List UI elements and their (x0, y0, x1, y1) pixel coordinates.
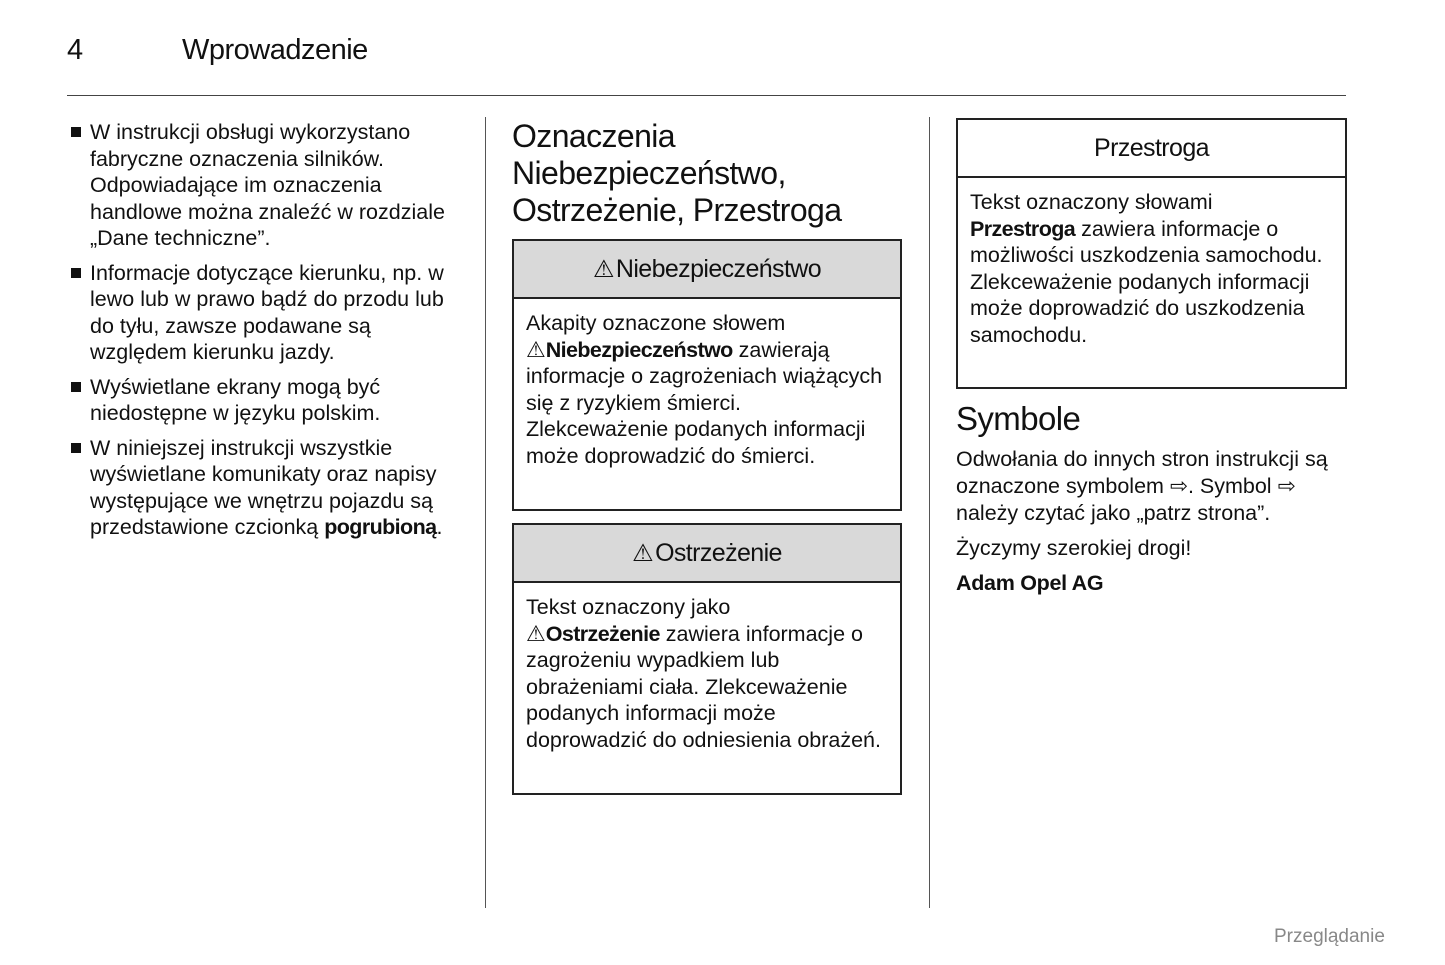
warning-triangle-icon: ⚠ (632, 539, 654, 567)
bullet-square-icon (71, 443, 81, 453)
danger-box-body (514, 299, 900, 477)
column-divider-left (485, 117, 486, 908)
symbols-title: Symbole (956, 400, 1081, 437)
caution-box-header (958, 120, 1345, 178)
list-item-text: W instrukcji obsługi wykorzystano fabryczne oznaczenia silników. Odpowiadające im oznaczenia handlowe można znaleźć w rozdziale „Dane techniczne”. (90, 120, 445, 250)
bold-term: Niebezpieczeństwo (545, 337, 733, 362)
caution-text: Tekst oznaczony słowami (970, 190, 1213, 214)
company-name: Adam Opel AG (956, 571, 1104, 595)
danger-box (512, 239, 902, 511)
caution-text-end: zawiera informacje o możliwości uszkodzenia samochodu. Zlekceważenie podanych informacji może doprowadzić do uszkodzenia samochodu. (970, 216, 1323, 347)
symbols-paragraph (956, 446, 1351, 527)
danger-text: Akapity oznaczone słowem (526, 311, 786, 335)
list-item (70, 119, 470, 252)
bullet-list (70, 119, 470, 549)
column-divider-right (929, 117, 930, 908)
bold-term: Ostrzeżenie (545, 621, 660, 646)
symbols-text-part3: należy czytać jako „patrz strona”. (956, 501, 1271, 525)
danger-box-header (514, 241, 900, 299)
list-item-text-end: . (436, 515, 443, 539)
list-item (70, 435, 470, 541)
caution-box (956, 118, 1347, 389)
danger-text-end: zawierają informacje o zagrożeniach wiążących się z ryzykiem śmierci. Zlekceważenie podanych informacji może doprowadzić do śmierci. (526, 337, 883, 468)
section-title: Oznaczenia Niebezpieczeństwo, Ostrzeżenie, Przestroga (512, 118, 842, 228)
header-divider (67, 95, 1346, 96)
browse-link[interactable]: Przeglądanie (1274, 926, 1385, 947)
list-item (70, 260, 470, 366)
bullet-square-icon (71, 382, 81, 392)
warning-box-body (514, 583, 900, 761)
danger-heading: Niebezpieczeństwo (615, 254, 822, 283)
list-item-text: Informacje dotyczące kierunku, np. w lewo lub w prawo bądź do przodu lub do tyłu, zawsze podawane są względem kierunku jazdy. (90, 260, 444, 364)
warning-text-end: zawiera informacje o zagrożeniu wypadkiem lub obrażeniami ciała. Zlekceważenie podanych informacji może doprowadzić do odniesienia obrażeń. (526, 621, 881, 752)
warning-triangle-icon: ⚠ (526, 336, 546, 362)
bold-term: pogrubioną (324, 515, 437, 539)
warning-text: Tekst oznaczony jako (526, 595, 731, 619)
bullet-square-icon (71, 127, 81, 137)
list-item (70, 374, 470, 427)
page-number: 4 (67, 34, 84, 66)
symbols-text (956, 446, 1351, 605)
list-item-text: Wyświetlane ekrany mogą być niedostępne w języku polskim. (90, 374, 381, 425)
page-reference-icon: ⇨ (1169, 474, 1188, 498)
caution-heading: Przestroga (1094, 133, 1209, 162)
warning-box-header (514, 525, 900, 583)
symbols-text-part1: Odwołania do innych stron instrukcji są oznaczone symbolem (956, 447, 1328, 498)
warning-box (512, 523, 902, 795)
warning-triangle-icon: ⚠ (592, 255, 614, 283)
warning-triangle-icon: ⚠ (526, 620, 546, 646)
page-reference-icon: ⇨ (1277, 474, 1296, 498)
list-item-text: W niniejszej instrukcji wszystkie wyświetlane komunikaty oraz napisy występujące we wnętrzu pojazdu są przedstawione czcionką (90, 435, 437, 539)
page-title: Wprowadzenie (182, 34, 368, 66)
symbols-text-part2: . Symbol (1187, 474, 1278, 498)
caution-box-body (958, 178, 1345, 356)
bold-term: Przestroga (970, 216, 1076, 241)
bullet-square-icon (71, 268, 81, 278)
warning-heading: Ostrzeżenie (655, 538, 782, 567)
wish-text: Życzymy szerokiej drogi! (956, 536, 1192, 560)
